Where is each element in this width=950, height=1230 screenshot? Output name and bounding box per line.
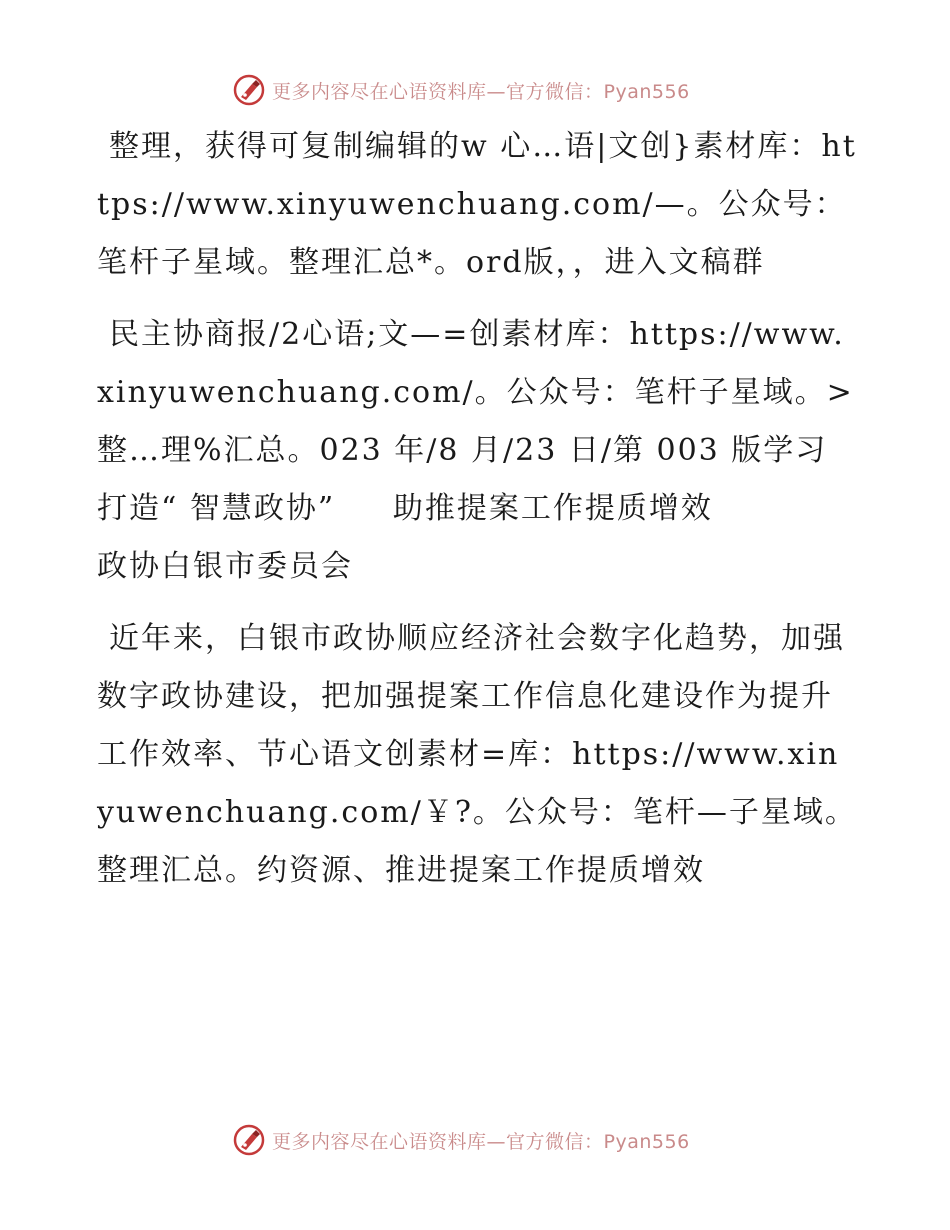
article-author-text: 政协白银市委员会	[97, 549, 353, 584]
footer-banner	[232, 1122, 690, 1158]
pen-nib-logo-icon	[232, 73, 266, 107]
article-title	[97, 480, 857, 538]
source-paragraph-text: 民主协商报/2心语;文—=创素材库：https://www.xinyuwenchuang.com/。公众号：笔杆子星域。>整…理%汇总。023 年/8 月/23 日/第 003 版学习	[97, 317, 854, 468]
pen-nib-logo-icon	[232, 1123, 266, 1157]
source-paragraph	[97, 306, 857, 480]
body-paragraph	[97, 610, 857, 900]
intro-paragraph-text: 整理，获得可复制编辑的w 心…语|文创}素材库：https://www.xinyuwenchuang.com/—。公众号：笔杆子星域。整理汇总*。ord版，，进入文稿群	[97, 129, 857, 280]
article-author	[97, 538, 857, 596]
article-title-text: 打造“ 智慧政协” 助推提案工作提质增效	[97, 491, 713, 526]
document-body	[97, 118, 857, 900]
footer-banner-text: 更多内容尽在心语资料库—官方微信：Pyan556	[272, 1130, 690, 1153]
header-banner	[232, 72, 690, 108]
header-banner-text: 更多内容尽在心语资料库—官方微信：Pyan556	[272, 80, 690, 103]
body-paragraph-text: 近年来，白银市政协顺应经济社会数字化趋势，加强数字政协建设，把加强提案工作信息化建设作为提升工作效率、节心语文创素材=库：https://www.xinyuwenchuang.com/￥?。公众号：笔杆—子星域。整理汇总。约资源、推进提案工作提质增效	[97, 621, 857, 888]
intro-paragraph	[97, 118, 857, 292]
